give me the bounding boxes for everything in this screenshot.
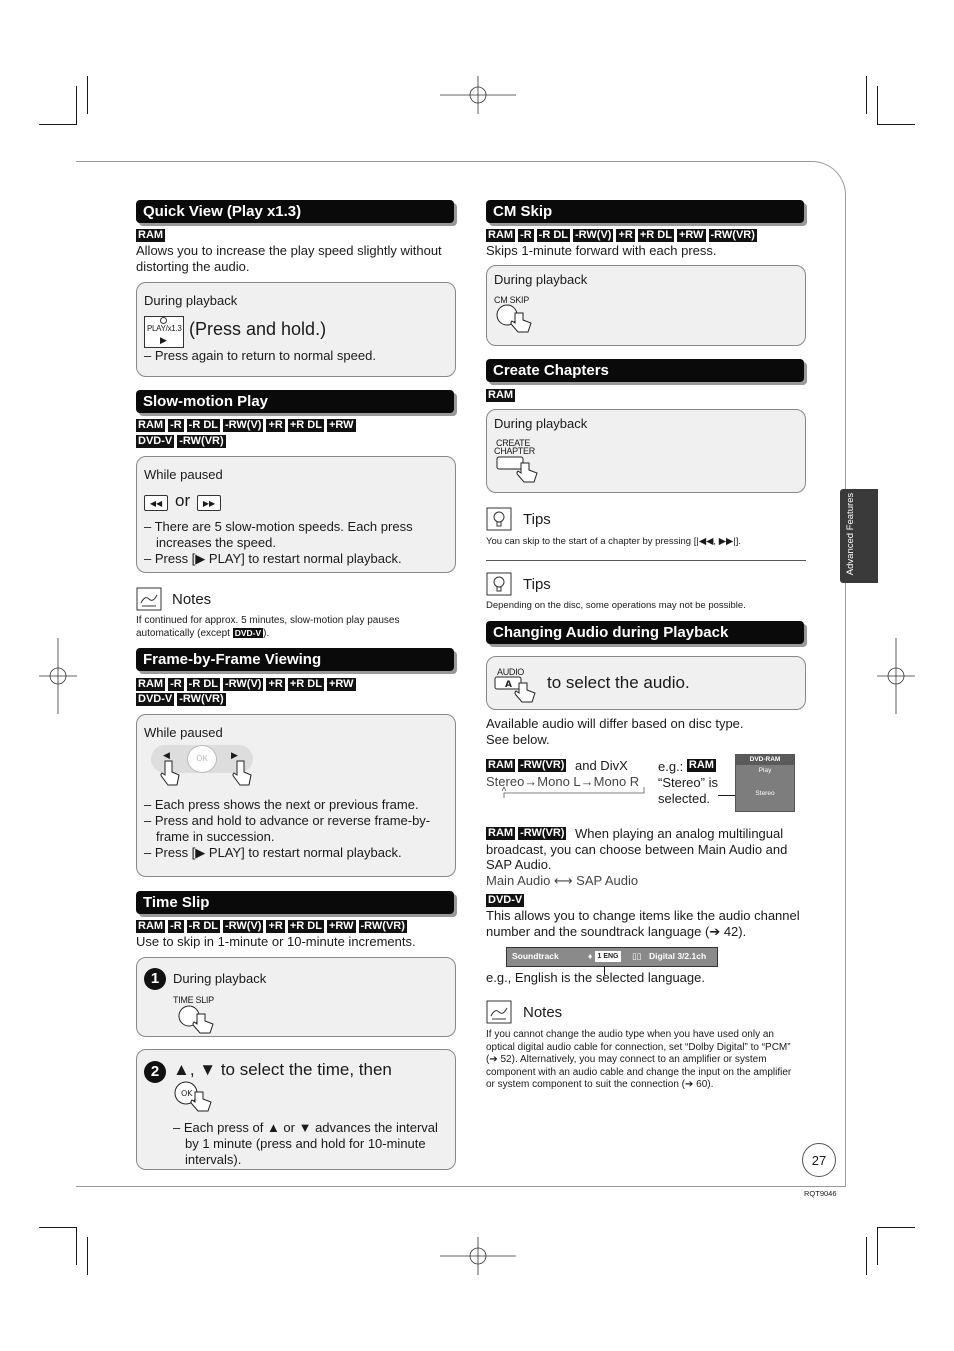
audio-tags-dvdv — [486, 894, 527, 907]
frame-tags-row2 — [136, 693, 229, 706]
quick-view-header: Quick View (Play x1.3) — [136, 200, 454, 223]
frame-box: While paused OK ◀ ▶ – Each press shows the next or previous frame. – Press and hold to advance or reverse frame-by- frame in succession. – Press [▶ PLAY] to restart normal playback. — [136, 714, 456, 877]
time-slip-tags — [136, 920, 410, 933]
notes-icon — [136, 587, 162, 611]
disc-tag: -R — [170, 920, 182, 932]
frame-by-frame-header: Frame-by-Frame Viewing — [136, 648, 454, 671]
disc-tag: +R — [268, 678, 283, 690]
changing-audio-header: Changing Audio during Playback — [486, 621, 804, 644]
main-sap-flow: Main Audio ⟷ SAP Audio — [486, 873, 639, 888]
play-icon: ▶ — [160, 335, 167, 345]
disc-tag: -R DL — [188, 419, 218, 431]
slow-motion-tags-row1 — [136, 419, 359, 432]
tips-title: Tips — [523, 511, 551, 528]
notes1-text: If continued for approx. 5 minutes, slow-motion play pauses automatically (except DVD-V ). — [136, 615, 400, 639]
registration-mark-bottom — [440, 1237, 516, 1275]
create-chapter-key-label: CHAPTER — [494, 446, 535, 456]
disc-tag: -R — [520, 229, 532, 241]
disc-tag: -RW(VR) — [179, 693, 224, 705]
disc-tag: +R DL — [289, 419, 322, 431]
disc-tag: RAM — [138, 229, 164, 241]
disc-tag: DVD-V — [138, 435, 173, 447]
ok-button[interactable]: OK — [187, 745, 217, 773]
stereo-mono-flow: Stereo→Mono L→Mono R — [486, 774, 640, 789]
tips-title: Tips — [523, 576, 551, 593]
audio-letter: A — [505, 680, 512, 690]
cm-skip-key-label: CM SKIP — [494, 295, 529, 305]
quick-view-desc: Allows you to increase the play speed slightly without distorting the audio. — [136, 243, 442, 274]
time-slip-key-label: TIME SLIP — [173, 995, 214, 1005]
disc-tag: -RW(VR) — [360, 920, 405, 932]
ok-button[interactable] — [173, 1080, 219, 1116]
slow-motion-tags-row2 — [136, 435, 229, 448]
chapters-tags — [486, 389, 518, 402]
soundtrack-display: Soundtrack ♦ 1 ENG ▯▯ Digital 3/2.1ch — [506, 947, 718, 967]
disc-tag: -R DL — [538, 229, 568, 241]
disc-tag: +RW — [328, 678, 354, 690]
tips2-text: Depending on the disc, some operations may not be possible. — [486, 600, 746, 611]
right-arrow-icon[interactable]: ▶ — [231, 750, 238, 760]
disc-tag: +R — [268, 419, 283, 431]
cm-skip-header: CM Skip — [486, 200, 804, 223]
disc-tag: -RW(V) — [225, 920, 262, 932]
tips1-text: You can skip to the start of a chapter by pressing [|◀◀, ▶▶|]. — [486, 536, 742, 547]
rewind-icon: ◀◀ — [149, 499, 163, 508]
step2-text: ▲, ▼ to select the time, then — [173, 1060, 392, 1079]
status-display: DVD-RAM Play Stereo — [735, 754, 795, 812]
disc-tag: +R — [618, 229, 633, 241]
time-slip-step2-box: 2 ▲, ▼ to select the time, then OK – Each press of ▲ or ▼ advances the interval by 1 minute (press and hold for 10-minute intervals). — [136, 1049, 456, 1170]
create-chapters-header: Create Chapters — [486, 359, 804, 382]
disc-tag: -R DL — [188, 678, 218, 690]
lightbulb-icon — [486, 507, 512, 531]
disc-tag: RAM — [138, 419, 164, 431]
indicator-icon — [160, 317, 167, 324]
disc-tag: -RW(V) — [225, 678, 262, 690]
time-slip-header: Time Slip — [136, 891, 454, 914]
time-slip-desc: Use to skip in 1-minute or 10-minute increments. — [136, 934, 416, 949]
disc-tag: +R — [268, 920, 283, 932]
disc-tag: RAM — [488, 827, 514, 839]
disc-tag: DVD-V — [488, 894, 523, 906]
divider — [486, 560, 806, 561]
audio-key-label: AUDIO — [497, 667, 525, 677]
frame-tags-row1 — [136, 678, 359, 691]
notes-icon — [486, 1000, 512, 1024]
disc-tag: -R — [170, 678, 182, 690]
disc-tag: -RW(V) — [575, 229, 612, 241]
disc-tag: RAM — [488, 389, 514, 401]
select-audio-text: to select the audio. — [547, 673, 690, 692]
disc-tag: -RW(VR) — [710, 229, 755, 241]
cm-skip-box: During playback CM SKIP — [486, 265, 806, 346]
audio-button[interactable] — [493, 675, 545, 705]
cycle-arrow-icon — [500, 787, 646, 799]
notes-title: Notes — [172, 591, 212, 608]
press-hold-text: (Press and hold.) — [189, 319, 327, 339]
step-number: 1 — [144, 968, 166, 990]
hand-pointer-icon — [231, 759, 253, 789]
play-x13-button[interactable]: PLAY/x1.3 ▶ — [144, 316, 184, 348]
dolby-icon: ▯▯ — [632, 951, 642, 961]
fast-forward-button[interactable] — [197, 495, 221, 511]
audio-tags-b — [486, 827, 569, 840]
disc-tag: +RW — [678, 229, 704, 241]
document-code: RQT9046 — [804, 1189, 837, 1198]
disc-tag: RAM — [138, 920, 164, 932]
time-slip-button[interactable] — [177, 1004, 223, 1036]
ok-text: OK — [181, 1089, 193, 1098]
notes-title: Notes — [523, 1004, 563, 1021]
time-slip-step1-box: 1 During playback TIME SLIP — [136, 957, 456, 1037]
disc-tag: RAM — [488, 759, 514, 771]
chapters-box: During playback CREATE CHAPTER — [486, 409, 806, 493]
disc-tag: DVD-V — [234, 627, 262, 638]
quick-view-tags — [136, 229, 168, 242]
disc-tag: +RW — [328, 920, 354, 932]
disc-tag: DVD-V — [138, 693, 173, 705]
disc-tag: -RW(VR) — [179, 435, 224, 447]
lightbulb-icon — [486, 572, 512, 596]
disc-tag: RAM — [488, 229, 514, 241]
audio-box — [486, 656, 806, 710]
cm-skip-tags — [486, 229, 760, 242]
disc-tag: RAM — [688, 759, 714, 771]
disc-tag: +RW — [328, 419, 354, 431]
disc-tag: -RW(V) — [225, 419, 262, 431]
hand-pointer-icon — [159, 759, 181, 789]
registration-mark-left — [39, 638, 77, 714]
disc-tag: -RW(VR) — [520, 827, 565, 839]
disc-tag: +R DL — [289, 920, 322, 932]
disc-tag: RAM — [138, 678, 164, 690]
slow-motion-box: While paused ◀◀ or ▶▶ – There are 5 slow-motion speeds. Each press increases the speed. – Press [▶ PLAY] to restart normal playback. — [136, 456, 456, 573]
page-number: 27 — [802, 1143, 836, 1177]
slow-motion-header: Slow-motion Play — [136, 390, 454, 413]
step-number: 2 — [144, 1061, 166, 1083]
disc-tag: +R DL — [639, 229, 672, 241]
notes2-text: If you cannot change the audio type when you have used only an optical digital audio cable for connection, set “Dolby Digital” to “PCM” (➔ 52). Alternatively, you may connect to an amplifier or system component with an audio cable and change the input on the amplifier or system component to suit the connection (➔ 60). — [486, 1029, 792, 1090]
audio-tags-a — [486, 759, 569, 772]
disc-tag: +R DL — [289, 678, 322, 690]
create-chapter-button[interactable] — [495, 455, 547, 485]
up-down-icon: ♦ — [588, 951, 593, 961]
fast-forward-icon: ▶▶ — [202, 499, 216, 508]
registration-mark-right — [877, 638, 915, 714]
disc-tag: -RW(VR) — [520, 759, 565, 771]
registration-mark-top — [440, 76, 516, 114]
side-tab: Advanced Features — [840, 489, 878, 583]
disc-tag: -R DL — [188, 920, 218, 932]
left-arrow-icon[interactable]: ◀ — [163, 750, 170, 760]
quick-view-box: During playback PLAY/x1.3 ▶ (Press and hold.) – Press again to return to normal speed. — [136, 282, 456, 377]
cm-skip-button[interactable] — [495, 303, 541, 335]
cm-skip-desc: Skips 1-minute forward with each press. — [486, 243, 717, 258]
rewind-button[interactable] — [144, 495, 168, 511]
disc-tag: -R — [170, 419, 182, 431]
create-chapter-key-label: CREATE — [496, 438, 531, 448]
